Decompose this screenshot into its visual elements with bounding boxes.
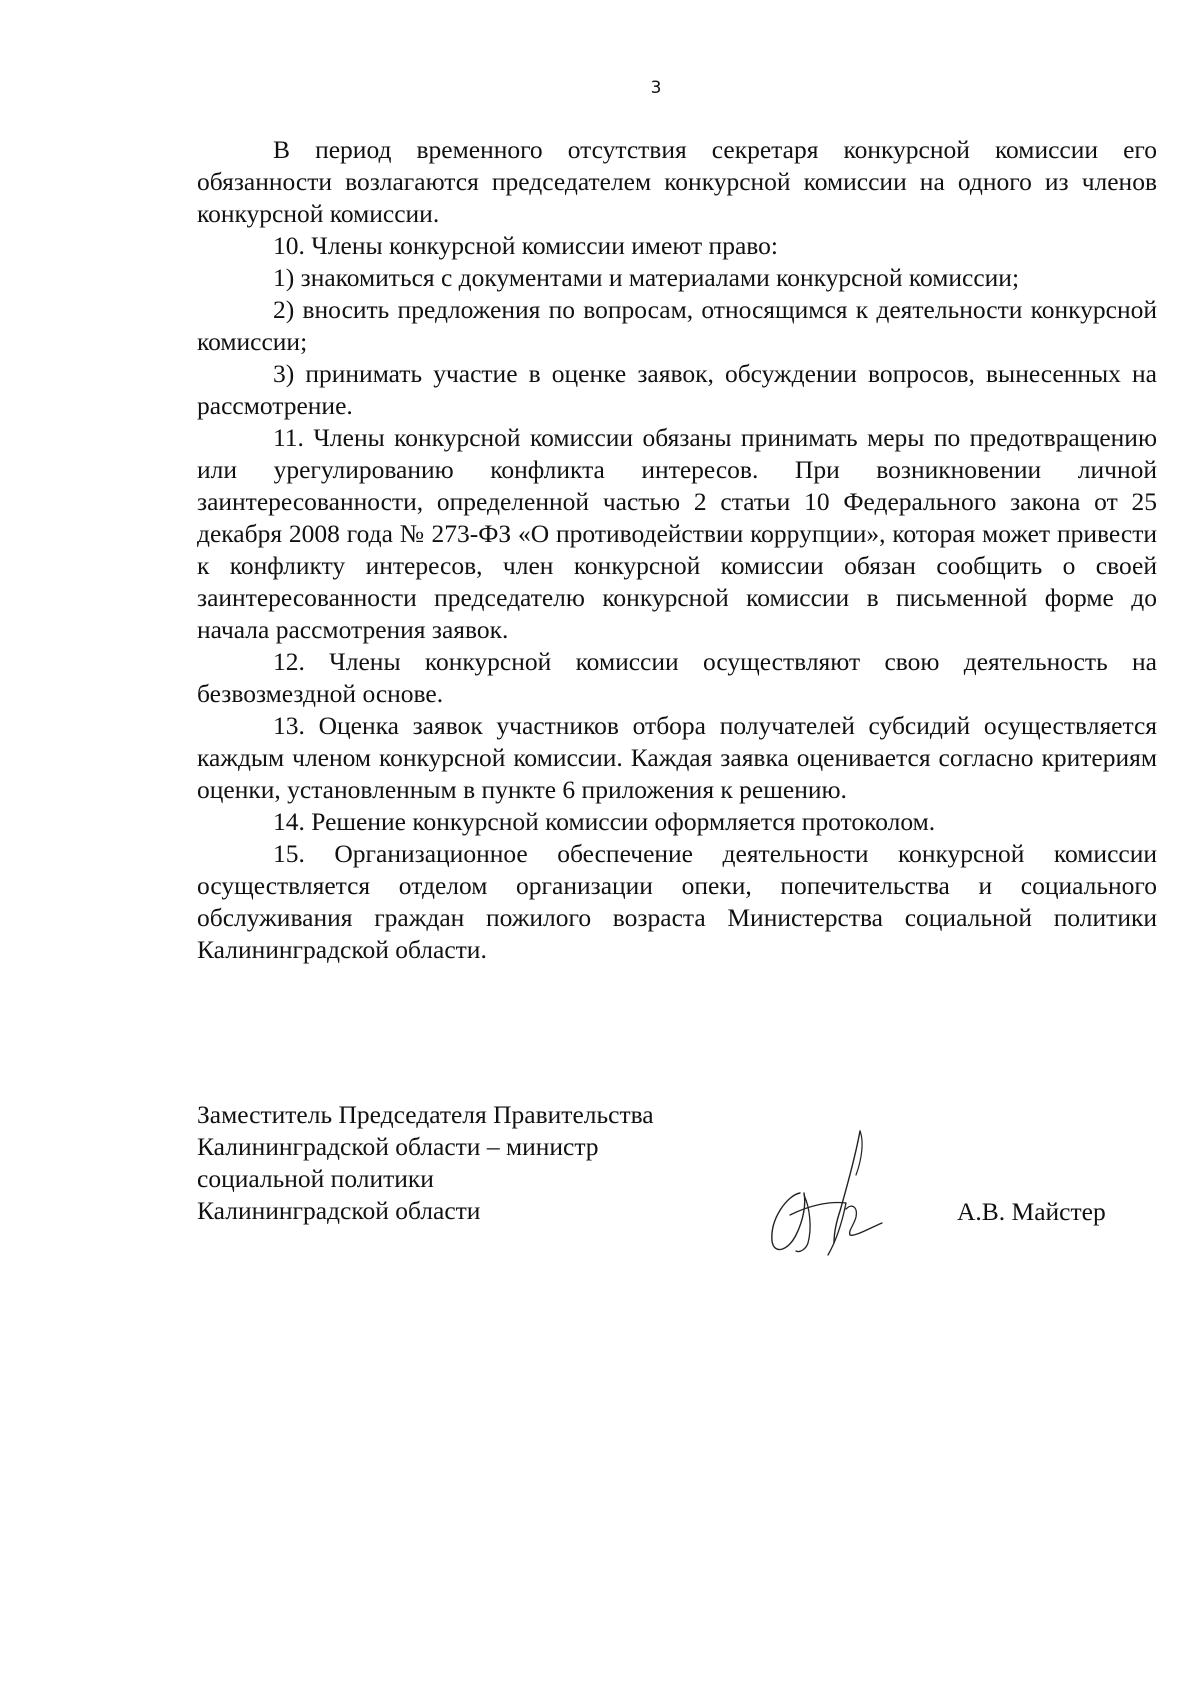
- document-body: [197, 134, 1157, 966]
- paragraph-14-protocol: 14. Решение конкурсной комиссии оформляется протоколом.: [273, 807, 936, 836]
- signatory-position-line: Калининградской области: [197, 1196, 481, 1225]
- signer-name: А.В. Майстер: [957, 1197, 1106, 1226]
- signatory-position-line: Калининградской области – министр: [197, 1132, 599, 1161]
- paragraph-10-item-1: 1) знакомиться с документами и материалами конкурсной комиссии;: [273, 263, 1020, 292]
- paragraph-secretary-absence: В период временного отсутствия секретаря конкурсной комиссии его обязанности возлагаются председателем конкурсной комиссии на одного из членов конкурсной комиссии.: [197, 135, 1157, 228]
- paragraph-13-evaluation: 13. Оценка заявок участников отбора получателей субсидий осуществляется каждым членом конкурсной комиссии. Каждая заявка оценивается согласно критериям оценки, установленным в пункте 6 приложения к решению.: [197, 711, 1157, 804]
- signatory-position-line: социальной политики: [197, 1164, 434, 1193]
- page-number: 3: [650, 78, 662, 98]
- handwritten-signature: [760, 1123, 900, 1263]
- paragraph-10-rights-heading: 10. Члены конкурсной комиссии имеют право:: [273, 231, 778, 260]
- signatory-position: [197, 1099, 654, 1227]
- paragraph-10-item-3: 3) принимать участие в оценке заявок, обсуждении вопросов, вынесенных на рассмотрение.: [197, 359, 1157, 420]
- paragraph-11-conflict-of-interest: 11. Члены конкурсной комиссии обязаны принимать меры по предотвращению или урегулированию конфликта интересов. При возникновении личной заинтересованности, определенной частью 2 статьи 10 Федерального закона от 25 декабря 2008 года № 273-ФЗ «О противодействии коррупции», которая может привести к конфликту интересов, член конкурсной комиссии обязан сообщить о своей заинтересованности председателю конкурсной комиссии в письменной форме до начала рассмотрения заявок.: [197, 423, 1157, 644]
- paragraph-12-free-basis: 12. Члены конкурсной комиссии осуществляют свою деятельность на безвозмездной основе.: [197, 647, 1157, 708]
- paragraph-10-item-2: 2) вносить предложения по вопросам, относящимся к деятельности конкурсной комиссии;: [197, 295, 1157, 356]
- paragraph-15-organizational-support: 15. Организационное обеспечение деятельности конкурсной комиссии осуществляется отделом организации опеки, попечительства и социального обслуживания граждан пожилого возраста Министерства социальной политики Калининградской области.: [197, 839, 1157, 964]
- signatory-position-line: Заместитель Председателя Правительства: [197, 1100, 654, 1129]
